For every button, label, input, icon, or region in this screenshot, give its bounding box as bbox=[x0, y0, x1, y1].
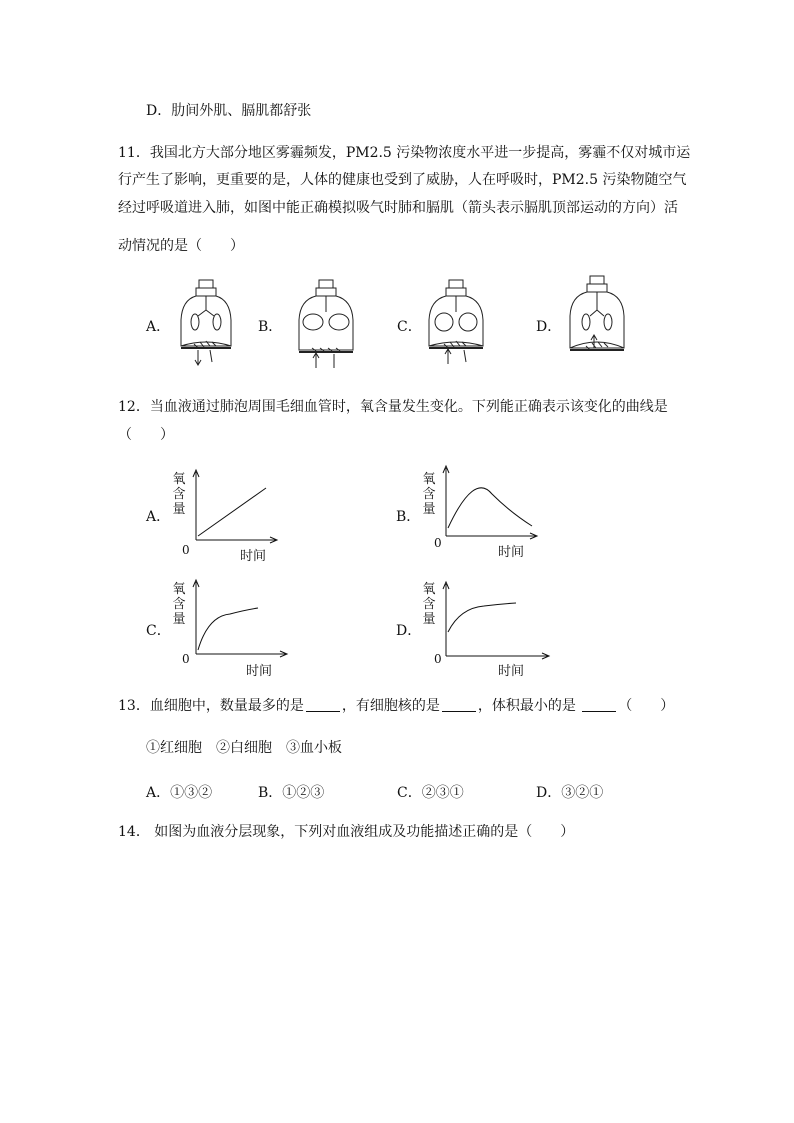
graph-d-ylabel: 氧 含 量 bbox=[422, 582, 436, 627]
q11-option-d-label: D． bbox=[536, 319, 562, 335]
graph-b-ylabel: 氧 含 量 bbox=[422, 472, 436, 517]
q12-option-b-label: B． bbox=[396, 509, 421, 525]
graph-a-xlabel: 时间 bbox=[240, 549, 267, 564]
q11-line-3: 经过呼吸道进入肺，如图中能正确模拟吸气时肺和膈肌（箭头表示膈肌顶部运动的方向）活 bbox=[118, 200, 678, 216]
q11-option-a-label: A． bbox=[146, 319, 171, 335]
q12-option-a-label: A． bbox=[146, 509, 171, 525]
bell-jar-a-figure bbox=[176, 280, 236, 370]
graph-d-origin: 0 bbox=[434, 652, 442, 666]
bell-jar-c-figure bbox=[424, 280, 488, 370]
graph-c-ylabel: 氧 含 量 bbox=[172, 582, 186, 627]
bell-jar-b-figure bbox=[294, 280, 358, 370]
q12-line-1: 12．当血液通过肺泡周围毛细血管时，氧含量发生变化。下列能正确表示该变化的曲线是 bbox=[118, 399, 668, 415]
answer-blank-2 bbox=[442, 697, 476, 712]
graph-d-xlabel: 时间 bbox=[498, 664, 525, 679]
answer-blank-3 bbox=[582, 697, 616, 712]
q13-stem: 13．血细胞中，数量最多的是 ，有细胞核的是 ，体积最小的是 （ ） bbox=[118, 698, 675, 714]
q12-option-c-label: C． bbox=[146, 623, 171, 639]
graph-c-xlabel: 时间 bbox=[246, 664, 273, 679]
q12-option-d-label: D． bbox=[396, 623, 422, 639]
question-14: 14． 如图为血液分层现象，下列对血液组成及功能描述正确的是（ ） bbox=[118, 824, 575, 840]
graph-d-plot bbox=[440, 578, 552, 660]
q13-items: ①红细胞 ②白细胞 ③血小板 bbox=[146, 740, 342, 756]
graph-b-xlabel: 时间 bbox=[498, 545, 525, 560]
q11-line-4: 动情况的是（ ） bbox=[118, 238, 244, 254]
graph-a-ylabel: 氧 含 量 bbox=[172, 472, 186, 517]
graph-c-origin: 0 bbox=[182, 652, 190, 666]
q11-line-1: 11．我国北方大部分地区雾霾频发，PM2.5 污染物浓度水平进一步提高，雾霾不仅对城市运 bbox=[118, 145, 691, 161]
q11-option-b-label: B． bbox=[258, 319, 283, 335]
q13-option-c: C．②③① bbox=[397, 785, 464, 801]
q11-option-c-label: C． bbox=[397, 319, 422, 335]
answer-blank-1 bbox=[306, 697, 340, 712]
q13-option-a: A．①③② bbox=[146, 785, 213, 801]
q13-option-b: B．①②③ bbox=[258, 785, 325, 801]
q11-line-2: 行产生了影响，更重要的是，人体的健康也受到了威胁，人在呼吸时，PM2.5 污染物随空气 bbox=[118, 172, 687, 188]
q10-option-d: D．肋间外肌、膈肌都舒张 bbox=[146, 103, 312, 119]
q13-option-d: D．③②① bbox=[536, 785, 604, 801]
graph-b-plot bbox=[440, 462, 540, 540]
q12-line-2: （ ） bbox=[118, 427, 174, 443]
graph-a-origin: 0 bbox=[182, 543, 190, 557]
graph-c-plot bbox=[190, 576, 290, 658]
bell-jar-d-figure bbox=[566, 276, 628, 370]
graph-b-origin: 0 bbox=[434, 536, 442, 550]
graph-a-plot bbox=[190, 466, 280, 544]
